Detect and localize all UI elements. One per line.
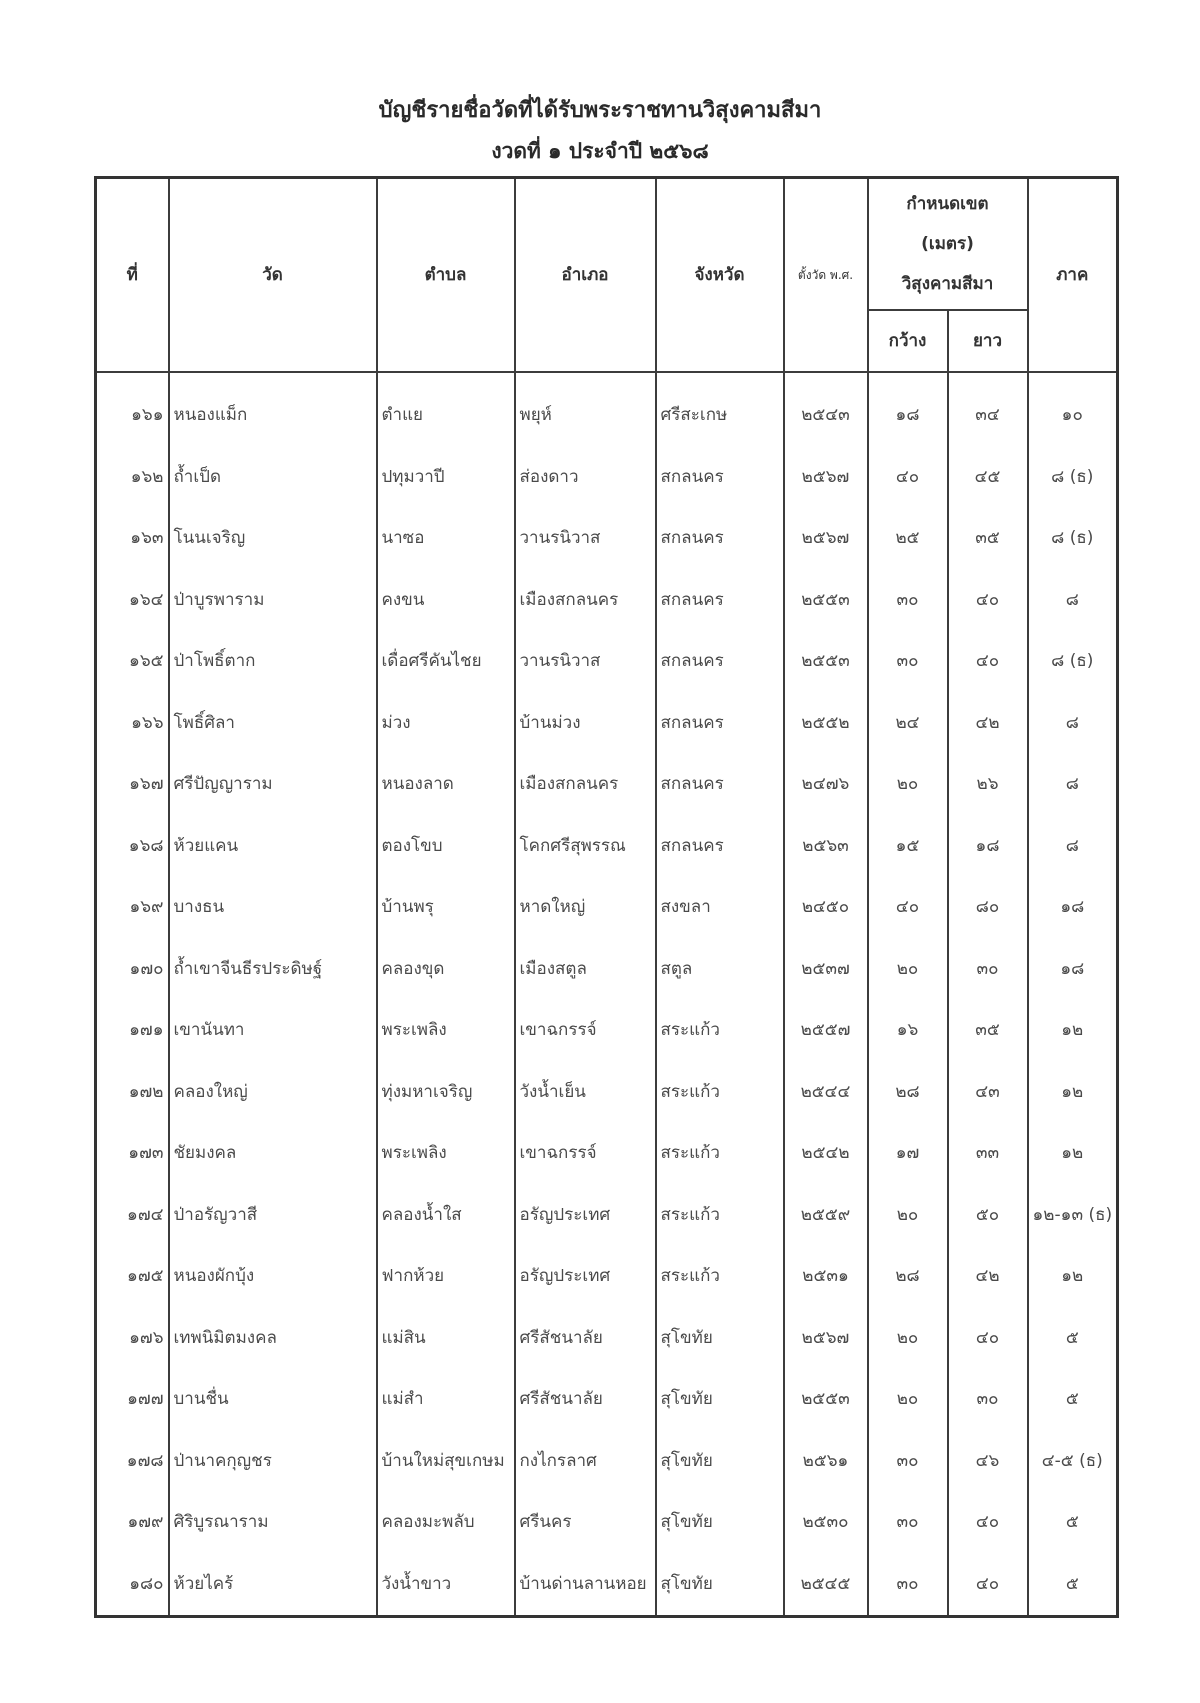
region-cell: ๑๒-๑๓ (ธ) <box>1028 1185 1118 1247</box>
boundary-length-cell: ๘๐ <box>948 877 1028 939</box>
boundary-length-cell: ๔๐ <box>948 1492 1028 1554</box>
table-row <box>96 1062 1118 1124</box>
row-number-cell: ๑๖๔ <box>96 570 169 632</box>
boundary-width-cell: ๒๘ <box>868 1246 948 1308</box>
document-subtitle: งวดที่ ๑ ประจำปี ๒๕๖๘ <box>491 139 709 163</box>
table-row <box>96 877 1118 939</box>
table-row <box>96 447 1118 509</box>
header-temple: วัด <box>169 178 377 373</box>
table-row <box>96 631 1118 693</box>
province-cell: สกลนคร <box>656 754 784 816</box>
boundary-width-cell: ๒๐ <box>868 1308 948 1370</box>
row-number-cell: ๑๗๙ <box>96 1492 169 1554</box>
subdistrict-cell: ทุ่งมหาเจริญ <box>377 1062 515 1124</box>
founded-year-cell: ๒๕๔๔ <box>784 1062 868 1124</box>
province-cell: สระแก้ว <box>656 1185 784 1247</box>
temple-name-cell: บางธน <box>169 877 377 939</box>
boundary-width-cell: ๓๐ <box>868 570 948 632</box>
boundary-length-cell: ๓๔ <box>948 372 1028 447</box>
province-cell: ศรีสะเกษ <box>656 372 784 447</box>
district-cell: โคกศรีสุพรรณ <box>515 816 656 878</box>
header-subdistrict: ตำบล <box>377 178 515 373</box>
document-title: บัญชีรายชื่อวัดที่ได้รับพระราชทานวิสุงคามสีมา <box>378 98 822 123</box>
boundary-width-cell: ๒๐ <box>868 754 948 816</box>
boundary-length-cell: ๔๒ <box>948 1246 1028 1308</box>
table-row <box>96 1000 1118 1062</box>
boundary-width-cell: ๑๖ <box>868 1000 948 1062</box>
header-district: อำเภอ <box>515 178 656 373</box>
boundary-length-cell: ๓๐ <box>948 939 1028 1001</box>
table-row <box>96 693 1118 755</box>
temple-name-cell: ป่าโพธิ์ตาก <box>169 631 377 693</box>
temple-name-cell: โพธิ์ศิลา <box>169 693 377 755</box>
subdistrict-cell: คงขน <box>377 570 515 632</box>
temple-name-cell: หนองแม็ก <box>169 372 377 447</box>
district-cell: วังน้ำเย็น <box>515 1062 656 1124</box>
region-cell: ๘ <box>1028 816 1118 878</box>
region-cell: ๕ <box>1028 1308 1118 1370</box>
province-cell: สงขลา <box>656 877 784 939</box>
region-cell: ๑๒ <box>1028 1062 1118 1124</box>
subdistrict-cell: ม่วง <box>377 693 515 755</box>
boundary-length-cell: ๔๒ <box>948 693 1028 755</box>
row-number-cell: ๑๖๕ <box>96 631 169 693</box>
district-cell: อรัญประเทศ <box>515 1185 656 1247</box>
province-cell: สระแก้ว <box>656 1246 784 1308</box>
boundary-width-cell: ๓๐ <box>868 631 948 693</box>
district-cell: เขาฉกรรจ์ <box>515 1000 656 1062</box>
row-number-cell: ๑๖๘ <box>96 816 169 878</box>
province-cell: สระแก้ว <box>656 1000 784 1062</box>
boundary-length-cell: ๕๐ <box>948 1185 1028 1247</box>
boundary-width-cell: ๓๐ <box>868 1554 948 1617</box>
boundary-width-cell: ๑๘ <box>868 372 948 447</box>
boundary-width-cell: ๒๐ <box>868 1369 948 1431</box>
table-row <box>96 508 1118 570</box>
boundary-length-cell: ๓๕ <box>948 1000 1028 1062</box>
row-number-cell: ๑๘๐ <box>96 1554 169 1617</box>
temple-name-cell: ห้วยแคน <box>169 816 377 878</box>
row-number-cell: ๑๗๕ <box>96 1246 169 1308</box>
temple-name-cell: เขานันทา <box>169 1000 377 1062</box>
temple-name-cell: ศรีปัญญาราม <box>169 754 377 816</box>
boundary-width-cell: ๓๐ <box>868 1492 948 1554</box>
temple-name-cell: หนองผักบุ้ง <box>169 1246 377 1308</box>
district-cell: พยุห์ <box>515 372 656 447</box>
boundary-width-cell: ๒๔ <box>868 693 948 755</box>
founded-year-cell: ๒๕๖๓ <box>784 816 868 878</box>
founded-year-cell: ๒๕๓๑ <box>784 1246 868 1308</box>
boundary-length-cell: ๔๕ <box>948 447 1028 509</box>
table-row <box>96 1123 1118 1185</box>
boundary-width-cell: ๑๗ <box>868 1123 948 1185</box>
subdistrict-cell: ตองโขบ <box>377 816 515 878</box>
boundary-width-cell: ๑๕ <box>868 816 948 878</box>
district-cell: บ้านม่วง <box>515 693 656 755</box>
province-cell: สุโขทัย <box>656 1308 784 1370</box>
table-row <box>96 1492 1118 1554</box>
region-cell: ๑๒ <box>1028 1000 1118 1062</box>
subdistrict-cell: แม่สำ <box>377 1369 515 1431</box>
row-number-cell: ๑๗๔ <box>96 1185 169 1247</box>
district-cell: ศรีนคร <box>515 1492 656 1554</box>
subdistrict-cell: พระเพลิง <box>377 1123 515 1185</box>
region-cell: ๑๘ <box>1028 939 1118 1001</box>
region-cell: ๕ <box>1028 1554 1118 1617</box>
boundary-width-cell: ๒๕ <box>868 508 948 570</box>
founded-year-cell: ๒๕๖๗ <box>784 447 868 509</box>
founded-year-cell: ๒๕๓๗ <box>784 939 868 1001</box>
subdistrict-cell: คลองขุด <box>377 939 515 1001</box>
founded-year-cell: ๒๕๕๗ <box>784 1000 868 1062</box>
boundary-length-cell: ๑๘ <box>948 816 1028 878</box>
region-cell: ๕ <box>1028 1369 1118 1431</box>
temple-name-cell: ชัยมงคล <box>169 1123 377 1185</box>
row-number-cell: ๑๗๖ <box>96 1308 169 1370</box>
district-cell: วานรนิวาส <box>515 508 656 570</box>
district-cell: อรัญประเทศ <box>515 1246 656 1308</box>
district-cell: เขาฉกรรจ์ <box>515 1123 656 1185</box>
province-cell: สุโขทัย <box>656 1554 784 1617</box>
table-row <box>96 1554 1118 1617</box>
row-number-cell: ๑๗๒ <box>96 1062 169 1124</box>
header-no: ที่ <box>96 178 169 373</box>
row-number-cell: ๑๗๗ <box>96 1369 169 1431</box>
subdistrict-cell: ปทุมวาปี <box>377 447 515 509</box>
founded-year-cell: ๒๕๔๓ <box>784 372 868 447</box>
region-cell: ๑๘ <box>1028 877 1118 939</box>
province-cell: สกลนคร <box>656 631 784 693</box>
table-row <box>96 1246 1118 1308</box>
table-row <box>96 1369 1118 1431</box>
founded-year-cell: ๒๕๕๒ <box>784 693 868 755</box>
table-row <box>96 570 1118 632</box>
table-row <box>96 1308 1118 1370</box>
row-number-cell: ๑๖๒ <box>96 447 169 509</box>
region-cell: ๑๐ <box>1028 372 1118 447</box>
header-length: ยาว <box>948 310 1028 372</box>
temple-name-cell: บานชื่น <box>169 1369 377 1431</box>
table-row <box>96 816 1118 878</box>
district-cell: วานรนิวาส <box>515 631 656 693</box>
row-number-cell: ๑๖๑ <box>96 372 169 447</box>
temple-name-cell: คลองใหญ่ <box>169 1062 377 1124</box>
table-row <box>96 1431 1118 1493</box>
subdistrict-cell: เดื่อศรีคันไชย <box>377 631 515 693</box>
boundary-length-cell: ๔๐ <box>948 1308 1028 1370</box>
temple-name-cell: โนนเจริญ <box>169 508 377 570</box>
founded-year-cell: ๒๕๔๒ <box>784 1123 868 1185</box>
table-row <box>96 754 1118 816</box>
district-cell: เมืองสกลนคร <box>515 754 656 816</box>
subdistrict-cell: แม่สิน <box>377 1308 515 1370</box>
district-cell: บ้านด่านลานหอย <box>515 1554 656 1617</box>
header-boundary-line1: กำหนดเขต <box>906 194 989 214</box>
boundary-length-cell: ๓๓ <box>948 1123 1028 1185</box>
district-cell: กงไกรลาศ <box>515 1431 656 1493</box>
subdistrict-cell: วังน้ำขาว <box>377 1554 515 1617</box>
region-cell: ๘ <box>1028 754 1118 816</box>
table-row <box>96 372 1118 447</box>
temple-name-cell: เทพนิมิตมงคล <box>169 1308 377 1370</box>
region-cell: ๕ <box>1028 1492 1118 1554</box>
province-cell: สุโขทัย <box>656 1431 784 1493</box>
header-width: กว้าง <box>868 310 948 372</box>
founded-year-cell: ๒๔๕๐ <box>784 877 868 939</box>
founded-year-cell: ๒๕๓๐ <box>784 1492 868 1554</box>
boundary-length-cell: ๔๓ <box>948 1062 1028 1124</box>
province-cell: สระแก้ว <box>656 1123 784 1185</box>
province-cell: สตูล <box>656 939 784 1001</box>
province-cell: สระแก้ว <box>656 1062 784 1124</box>
region-cell: ๘ <box>1028 693 1118 755</box>
boundary-length-cell: ๓๐ <box>948 1369 1028 1431</box>
header-boundary-line3: วิสุงคามสีมา <box>901 274 994 294</box>
founded-year-cell: ๒๕๕๙ <box>784 1185 868 1247</box>
temple-name-cell: ป่าบูรพาราม <box>169 570 377 632</box>
header-founded: ตั้งวัด พ.ศ. <box>784 178 868 373</box>
temple-name-cell: ห้วยไคร้ <box>169 1554 377 1617</box>
temple-name-cell: ถ้ำเป็ด <box>169 447 377 509</box>
header-province: จังหวัด <box>656 178 784 373</box>
region-cell: ๘ (ธ) <box>1028 631 1118 693</box>
temple-boundary-table <box>94 176 1119 1618</box>
subdistrict-cell: พระเพลิง <box>377 1000 515 1062</box>
province-cell: สกลนคร <box>656 570 784 632</box>
header-boundary <box>868 178 1028 311</box>
founded-year-cell: ๒๕๖๗ <box>784 1308 868 1370</box>
subdistrict-cell: ตำแย <box>377 372 515 447</box>
boundary-length-cell: ๔๖ <box>948 1431 1028 1493</box>
row-number-cell: ๑๖๗ <box>96 754 169 816</box>
province-cell: สุโขทัย <box>656 1492 784 1554</box>
subdistrict-cell: ฟากห้วย <box>377 1246 515 1308</box>
founded-year-cell: ๒๔๗๖ <box>784 754 868 816</box>
table-row <box>96 1185 1118 1247</box>
header-region: ภาค <box>1028 178 1118 373</box>
boundary-width-cell: ๒๐ <box>868 1185 948 1247</box>
boundary-width-cell: ๔๐ <box>868 447 948 509</box>
district-cell: ศรีสัชนาลัย <box>515 1308 656 1370</box>
temple-name-cell: ป่าอรัญวาสี <box>169 1185 377 1247</box>
founded-year-cell: ๒๕๖๑ <box>784 1431 868 1493</box>
subdistrict-cell: บ้านใหม่สุขเกษม <box>377 1431 515 1493</box>
boundary-width-cell: ๓๐ <box>868 1431 948 1493</box>
region-cell: ๘ (ธ) <box>1028 447 1118 509</box>
table-row <box>96 939 1118 1001</box>
row-number-cell: ๑๗๓ <box>96 1123 169 1185</box>
province-cell: สกลนคร <box>656 816 784 878</box>
district-cell: เมืองสกลนคร <box>515 570 656 632</box>
row-number-cell: ๑๗๐ <box>96 939 169 1001</box>
district-cell: ส่องดาว <box>515 447 656 509</box>
subdistrict-cell: คลองน้ำใส <box>377 1185 515 1247</box>
boundary-length-cell: ๔๐ <box>948 631 1028 693</box>
boundary-length-cell: ๒๖ <box>948 754 1028 816</box>
subdistrict-cell: คลองมะพลับ <box>377 1492 515 1554</box>
temple-name-cell: ถ้ำเขาจีนธีรประดิษฐ์ <box>169 939 377 1001</box>
subdistrict-cell: นาซอ <box>377 508 515 570</box>
founded-year-cell: ๒๕๖๗ <box>784 508 868 570</box>
row-number-cell: ๑๖๓ <box>96 508 169 570</box>
row-number-cell: ๑๗๘ <box>96 1431 169 1493</box>
boundary-width-cell: ๒๘ <box>868 1062 948 1124</box>
row-number-cell: ๑๖๙ <box>96 877 169 939</box>
region-cell: ๑๒ <box>1028 1123 1118 1185</box>
boundary-length-cell: ๔๐ <box>948 1554 1028 1617</box>
subdistrict-cell: บ้านพรุ <box>377 877 515 939</box>
district-cell: ศรีสัชนาลัย <box>515 1369 656 1431</box>
region-cell: ๔-๕ (ธ) <box>1028 1431 1118 1493</box>
district-cell: เมืองสตูล <box>515 939 656 1001</box>
district-cell: หาดใหญ่ <box>515 877 656 939</box>
temple-name-cell: ศิริบูรณาราม <box>169 1492 377 1554</box>
header-boundary-line2: (เมตร) <box>921 234 974 254</box>
boundary-length-cell: ๔๐ <box>948 570 1028 632</box>
region-cell: ๑๒ <box>1028 1246 1118 1308</box>
row-number-cell: ๑๗๑ <box>96 1000 169 1062</box>
region-cell: ๘ (ธ) <box>1028 508 1118 570</box>
founded-year-cell: ๒๕๕๓ <box>784 570 868 632</box>
province-cell: สกลนคร <box>656 693 784 755</box>
subdistrict-cell: หนองลาด <box>377 754 515 816</box>
founded-year-cell: ๒๕๕๓ <box>784 631 868 693</box>
founded-year-cell: ๒๕๔๕ <box>784 1554 868 1617</box>
boundary-width-cell: ๔๐ <box>868 877 948 939</box>
boundary-length-cell: ๓๕ <box>948 508 1028 570</box>
region-cell: ๘ <box>1028 570 1118 632</box>
temple-name-cell: ป่านาคกุญชร <box>169 1431 377 1493</box>
row-number-cell: ๑๖๖ <box>96 693 169 755</box>
province-cell: สกลนคร <box>656 508 784 570</box>
province-cell: สกลนคร <box>656 447 784 509</box>
province-cell: สุโขทัย <box>656 1369 784 1431</box>
boundary-width-cell: ๒๐ <box>868 939 948 1001</box>
founded-year-cell: ๒๕๕๓ <box>784 1369 868 1431</box>
